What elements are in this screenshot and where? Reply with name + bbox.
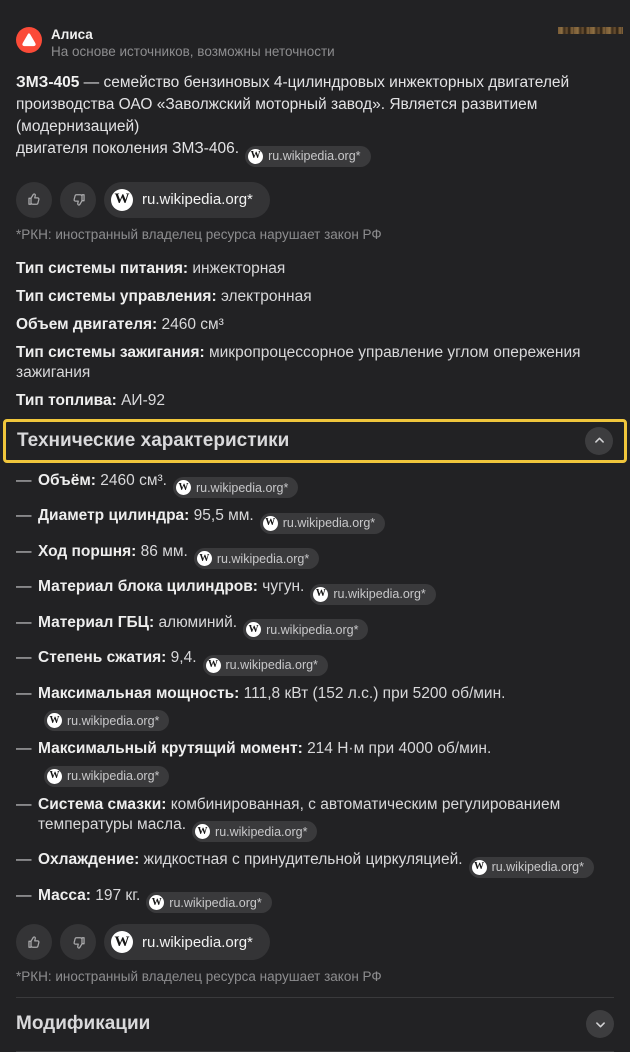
collapse-tech-button[interactable]	[585, 427, 613, 455]
list-dash: —	[16, 740, 32, 757]
assistant-header-text	[51, 27, 335, 60]
spec-label: Система смазки:	[38, 795, 167, 813]
answer-line: производства ОАО «Заволжский моторный завод». Является развитием (модернизацией)	[16, 96, 538, 135]
rkn-footnote: *РКН: иностранный владелец ресурса нарушает закон РФ	[16, 226, 382, 242]
spec-line	[16, 287, 614, 307]
wikipedia-icon: W	[206, 658, 221, 673]
list-dash: —	[16, 649, 32, 666]
spec-label: Диаметр цилиндра:	[38, 507, 190, 524]
thumbs-up-icon	[25, 933, 44, 952]
feedback-row	[16, 182, 614, 218]
source-badge[interactable]	[310, 584, 435, 605]
wikipedia-icon: W	[246, 622, 261, 637]
wikipedia-icon: W	[313, 587, 328, 602]
source-badge[interactable]	[146, 892, 271, 913]
spec-label: Максимальная мощность:	[38, 684, 240, 702]
thumbs-up-icon	[25, 190, 44, 209]
assistant-header	[16, 27, 614, 60]
source-badge-label: ru.wikipedia.org*	[67, 713, 160, 728]
tech-section-header[interactable]	[3, 419, 627, 463]
spec-value: 2460 см³	[161, 315, 224, 333]
assistant-disclaimer: На основе источников, возможны неточности	[51, 44, 335, 59]
source-badge-label: ru.wikipedia.org*	[333, 587, 426, 601]
modifications-section-header[interactable]	[16, 998, 614, 1049]
thumbs-up-button[interactable]	[16, 924, 52, 960]
feedback-row	[16, 924, 614, 960]
tech-spec-item	[16, 542, 614, 570]
tech-section-title: Технические характеристики	[17, 429, 290, 451]
spec-label: Тип системы питания:	[16, 259, 189, 277]
wikipedia-icon: W	[195, 824, 210, 839]
source-pill-label: ru.wikipedia.org*	[142, 933, 253, 951]
spec-line	[16, 315, 614, 335]
source-badge-label: ru.wikipedia.org*	[67, 769, 160, 783]
thumbs-down-icon	[69, 933, 88, 952]
source-badge-label: ru.wikipedia.org*	[491, 860, 584, 874]
spec-label: Объем двигателя:	[16, 315, 158, 333]
assistant-name: Алиса	[51, 27, 93, 42]
tech-spec-item	[16, 795, 614, 843]
source-badge-label: ru.wikipedia.org*	[268, 149, 361, 163]
answer-line-text: — семейство бензиновых 4-цилиндровых инжекторных двигателей	[79, 74, 570, 91]
source-badge[interactable]	[173, 477, 298, 498]
spec-line	[16, 391, 614, 411]
spec-value: жидкостная с принудительной циркуляцией.	[143, 851, 463, 868]
wikipedia-icon: W	[149, 895, 164, 910]
source-badge[interactable]	[44, 766, 169, 787]
thumbs-down-button[interactable]	[60, 924, 96, 960]
wikipedia-icon: W	[47, 769, 62, 784]
source-badge[interactable]	[44, 710, 169, 731]
source-badge[interactable]	[245, 146, 370, 167]
spec-value: 9,4.	[170, 649, 197, 666]
source-badge[interactable]	[469, 857, 594, 878]
wikipedia-icon: W	[248, 149, 263, 164]
tech-spec-item	[16, 613, 614, 641]
expand-modifications-button[interactable]	[586, 1010, 614, 1038]
spec-label: Объём:	[38, 471, 96, 489]
source-badge-label: ru.wikipedia.org*	[225, 658, 318, 672]
spec-value: инжекторная	[192, 259, 286, 277]
spec-label: Максимальный крутящий момент:	[38, 740, 303, 757]
alice-avatar-icon	[16, 27, 42, 53]
wikipedia-icon: W	[111, 189, 133, 211]
thumbs-down-button[interactable]	[60, 182, 96, 218]
tech-spec-item	[16, 886, 614, 914]
spec-value: комбинированная, с автоматическим регулированием температуры масла.	[38, 795, 561, 833]
spec-value: электронная	[220, 287, 312, 305]
spec-value: чугун.	[262, 578, 305, 595]
source-badge[interactable]	[260, 513, 385, 534]
wikipedia-icon: W	[472, 860, 487, 875]
thumbs-down-icon	[69, 190, 88, 209]
alice-answer-panel	[0, 27, 630, 1034]
answer-line-text: двигателя поколения ЗМЗ-406.	[16, 140, 240, 157]
tech-spec-item	[16, 739, 614, 787]
source-badge-label: ru.wikipedia.org*	[169, 895, 262, 910]
scrolled-image-fragment	[558, 27, 623, 34]
spec-line	[16, 259, 614, 279]
spec-label: Материал ГБЦ:	[38, 613, 155, 631]
source-pill-button[interactable]	[104, 924, 270, 960]
modifications-section-title: Модификации	[16, 1013, 151, 1034]
spec-value: 2460 см³.	[100, 471, 167, 489]
specs-summary	[16, 259, 614, 411]
wikipedia-icon: W	[197, 551, 212, 566]
spec-value: АИ-92	[121, 391, 165, 409]
answer-line	[16, 138, 614, 167]
spec-label: Тип системы зажигания:	[16, 343, 205, 361]
answer-subject: ЗМЗ-405	[16, 74, 80, 91]
spec-line	[16, 343, 614, 383]
source-badge-label: ru.wikipedia.org*	[266, 622, 359, 637]
list-dash: —	[16, 795, 32, 813]
spec-label: Степень сжатия:	[38, 649, 167, 666]
tech-spec-item	[16, 506, 614, 534]
list-dash: —	[16, 471, 32, 489]
spec-label: Масса:	[38, 886, 91, 904]
spec-value: 86 мм.	[140, 542, 188, 560]
answer-text	[16, 72, 614, 167]
source-badge[interactable]	[203, 655, 328, 676]
spec-label: Материал блока цилиндров:	[38, 578, 258, 595]
source-badge-label: ru.wikipedia.org*	[195, 480, 289, 495]
spec-value: 214 Н·м при 4000 об/мин.	[307, 740, 492, 757]
source-badge-label: ru.wikipedia.org*	[282, 516, 376, 530]
spec-label: Охлаждение:	[38, 851, 140, 868]
spec-label: Тип системы управления:	[16, 287, 217, 305]
list-dash: —	[16, 507, 32, 524]
list-dash: —	[16, 684, 32, 702]
source-badge[interactable]	[192, 821, 317, 842]
wikipedia-icon: W	[47, 713, 62, 728]
source-pill-label: ru.wikipedia.org*	[142, 191, 253, 208]
list-dash: —	[16, 886, 32, 904]
tech-spec-item	[16, 648, 614, 676]
source-badge[interactable]	[243, 619, 368, 640]
spec-label: Ход поршня:	[38, 542, 137, 560]
list-dash: —	[16, 578, 32, 595]
thumbs-up-button[interactable]	[16, 182, 52, 218]
chevron-down-icon	[594, 1018, 607, 1031]
tech-spec-list	[16, 471, 614, 914]
tech-spec-item	[16, 684, 614, 732]
source-badge-label: ru.wikipedia.org*	[215, 824, 308, 839]
tech-spec-item	[16, 850, 614, 878]
spec-label: Тип топлива:	[16, 391, 117, 409]
source-badge[interactable]	[194, 548, 319, 569]
chevron-up-icon	[593, 434, 606, 447]
spec-value: алюминий.	[158, 613, 238, 631]
wikipedia-icon: W	[263, 516, 278, 531]
wikipedia-icon: W	[176, 480, 191, 495]
spec-value: 197 кг.	[95, 886, 141, 904]
source-pill-button[interactable]	[104, 182, 270, 218]
answer-line	[16, 72, 614, 94]
tech-spec-item	[16, 471, 614, 499]
tech-spec-item	[16, 577, 614, 605]
spec-value: микропроцессорное управление углом опережения зажигания	[16, 343, 581, 381]
list-dash: —	[16, 542, 32, 560]
spec-value: 111,8 кВт (152 л.с.) при 5200 об/мин.	[243, 684, 506, 702]
list-dash: —	[16, 851, 32, 868]
rkn-footnote: *РКН: иностранный владелец ресурса нарушает закон РФ	[16, 969, 382, 984]
list-dash: —	[16, 613, 32, 631]
source-badge-label: ru.wikipedia.org*	[216, 551, 310, 566]
wikipedia-icon: W	[111, 931, 133, 953]
spec-value: 95,5 мм.	[193, 507, 254, 524]
